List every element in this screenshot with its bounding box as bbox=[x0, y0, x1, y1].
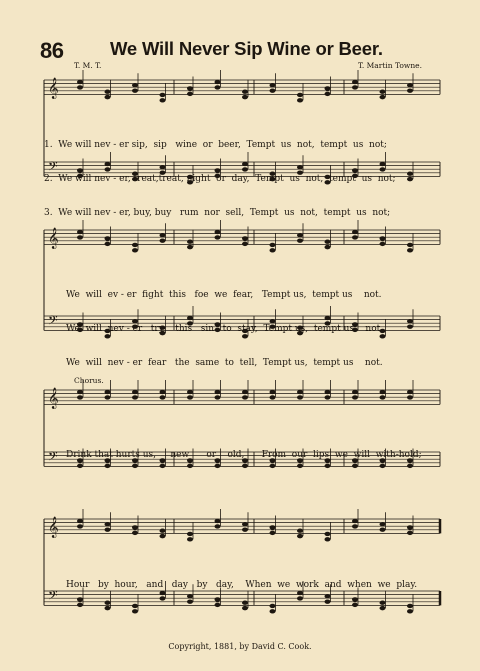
note-head bbox=[297, 83, 303, 103]
note-head bbox=[380, 226, 386, 246]
verse-lyrics-1 bbox=[44, 118, 396, 240]
note-head bbox=[242, 226, 248, 246]
lyric-line: We will nev - er try this sin to stay, Tempt us, tempt us not. bbox=[66, 324, 384, 334]
note-head bbox=[380, 512, 386, 532]
bass-clef-icon: 𝄢 bbox=[48, 159, 58, 177]
treble-clef-icon: 𝄞 bbox=[48, 517, 59, 538]
verse-lyrics-2 bbox=[66, 268, 383, 390]
treble-clef-icon: 𝄞 bbox=[48, 388, 59, 409]
note-head bbox=[132, 73, 138, 93]
note-head bbox=[325, 230, 331, 250]
note-head bbox=[187, 522, 193, 542]
note-head bbox=[407, 309, 413, 329]
note-head bbox=[242, 80, 248, 100]
copyright-notice: Copyright, 1881, by David C. Cook. bbox=[168, 642, 312, 651]
note-head bbox=[325, 76, 331, 96]
chorus-label: Chorus. bbox=[74, 376, 104, 385]
note-head bbox=[187, 76, 193, 96]
note-head bbox=[160, 83, 166, 103]
chorus-lyrics-2 bbox=[66, 558, 417, 612]
note-head bbox=[407, 515, 413, 535]
note-head bbox=[270, 515, 276, 535]
note-head bbox=[325, 522, 331, 542]
treble-clef-icon: 𝄞 bbox=[48, 228, 59, 249]
lyric-line: 3. We will nev - er, buy, buy rum nor sell, Tempt us not, tempt us not; bbox=[44, 208, 391, 218]
lyricist-credit: T. M. T. bbox=[74, 61, 102, 70]
composer-credit: T. Martin Towne. bbox=[357, 61, 422, 70]
note-head bbox=[105, 226, 111, 246]
lyric-line: 1. We will nev - er sip, sip wine or beer, Tempt us not, tempt us not; bbox=[44, 140, 387, 150]
treble-clef-icon: 𝄞 bbox=[48, 78, 59, 99]
note-head bbox=[297, 519, 303, 539]
note-head bbox=[132, 233, 138, 253]
note-head bbox=[105, 80, 111, 100]
note-head bbox=[407, 73, 413, 93]
note-head bbox=[270, 233, 276, 253]
hymn-number: 86 bbox=[40, 38, 64, 63]
note-head bbox=[380, 80, 386, 100]
note-head bbox=[132, 515, 138, 535]
note-head bbox=[187, 230, 193, 250]
lyric-line: We will nev - er fear the same to tell, Tempt us, tempt us not. bbox=[66, 358, 383, 368]
lyric-line: 2. We will nev - er, treat,treat, night or day, Tempt us not, tempt us not; bbox=[44, 174, 396, 184]
hymn-title: We Will Never Sip Wine or Beer. bbox=[110, 38, 383, 59]
note-head bbox=[407, 233, 413, 253]
bass-clef-icon: 𝄢 bbox=[48, 449, 58, 467]
chorus-lyrics-1 bbox=[66, 428, 422, 482]
note-head bbox=[407, 162, 413, 182]
note-head bbox=[160, 519, 166, 539]
note-head bbox=[105, 512, 111, 532]
bass-clef-icon: 𝄢 bbox=[48, 588, 58, 606]
bass-clef-icon: 𝄢 bbox=[48, 313, 58, 331]
lyric-line: We will ev - er fight this foe we fear, Tempt us, tempt us not. bbox=[66, 290, 382, 300]
lyric-line: Hour by hour, and day by day, When we work and when we play. bbox=[66, 580, 418, 590]
note-head bbox=[242, 512, 248, 532]
lyric-line: Drink that hurts us, new or old, From our lips we will with-hold; bbox=[66, 450, 422, 460]
note-head bbox=[270, 73, 276, 93]
